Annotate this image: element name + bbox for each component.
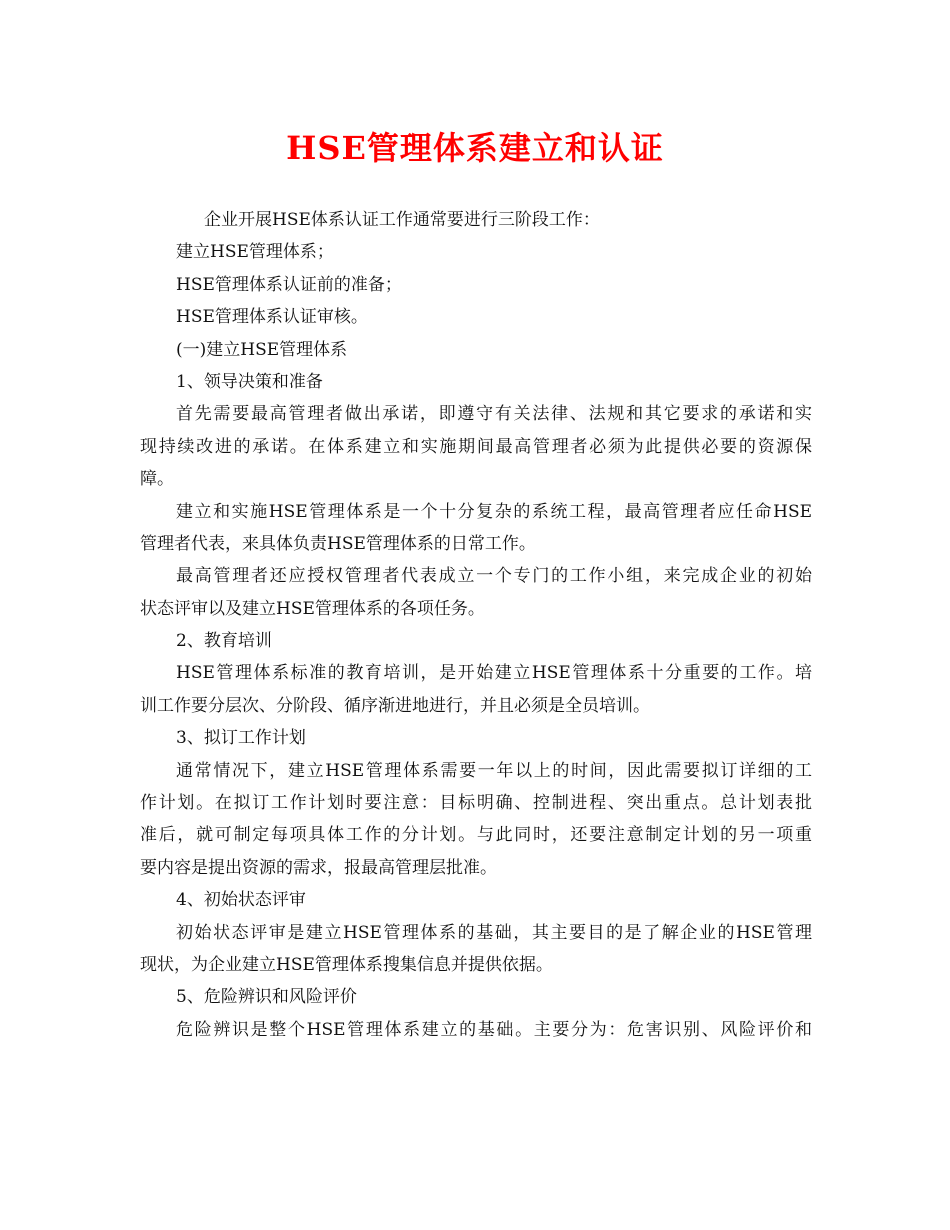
section-heading: (一)建立HSE管理体系: [176, 339, 348, 360]
subsection-heading: 4、初始状态评审: [176, 890, 306, 911]
paragraph-line: 准后，就可制定每项具体工作的分计划。与此同时，还要注意制定计划的另一项重: [140, 825, 812, 846]
subsection-heading: 2、教育培训: [176, 631, 272, 652]
paragraph-line: 建立和实施HSE管理体系是一个十分复杂的系统工程，最高管理者应任命HSE: [176, 501, 812, 522]
paragraph-line: 危险辨识是整个HSE管理体系建立的基础。主要分为：危害识别、风险评价和: [176, 1019, 812, 1040]
paragraph-line: 状态评审以及建立HSE管理体系的各项任务。: [140, 598, 485, 619]
paragraph-line: 建立HSE管理体系；: [176, 242, 334, 263]
document-title: HSE管理体系建立和认证: [286, 129, 664, 167]
paragraph-line: HSE管理体系标准的教育培训，是开始建立HSE管理体系十分重要的工作。培: [176, 663, 812, 684]
document-body: [140, 204, 812, 1046]
paragraph-line: 管理者代表，来具体负责HSE管理体系的日常工作。: [140, 533, 536, 554]
paragraph-line: 通常情况下，建立HSE管理体系需要一年以上的时间，因此需要拟订详细的工: [176, 760, 812, 781]
paragraph-line: 要内容是提出资源的需求，报最高管理层批准。: [140, 857, 497, 878]
paragraph-line: HSE管理体系认证前的准备；: [176, 274, 402, 295]
paragraph-line: 初始状态评审是建立HSE管理体系的基础，其主要目的是了解企业的HSE管理: [176, 922, 812, 943]
subsection-heading: 3、拟订工作计划: [176, 728, 306, 749]
paragraph-line: 现持续改进的承诺。在体系建立和实施期间最高管理者必须为此提供必要的资源保: [140, 436, 812, 457]
subsection-heading: 5、危险辨识和风险评价: [176, 987, 357, 1008]
paragraph-line: 作计划。在拟订工作计划时要注意：目标明确、控制进程、突出重点。总计划表批: [140, 793, 812, 814]
paragraph-line: 企业开展HSE体系认证工作通常要进行三阶段工作：: [204, 210, 600, 230]
paragraph-line: 最高管理者还应授权管理者代表成立一个专门的工作小组，来完成企业的初始: [176, 566, 812, 587]
subsection-heading: 1、领导决策和准备: [176, 371, 323, 392]
paragraph-line: 首先需要最高管理者做出承诺，即遵守有关法律、法规和其它要求的承诺和实: [176, 404, 812, 425]
paragraph-line: 现状，为企业建立HSE管理体系搜集信息并提供依据。: [140, 954, 553, 975]
paragraph-line: 训工作要分层次、分阶段、循序渐进地进行，并且必须是全员培训。: [140, 695, 650, 716]
paragraph-line: 障。: [140, 469, 174, 490]
paragraph-line: HSE管理体系认证审核。: [176, 307, 368, 328]
